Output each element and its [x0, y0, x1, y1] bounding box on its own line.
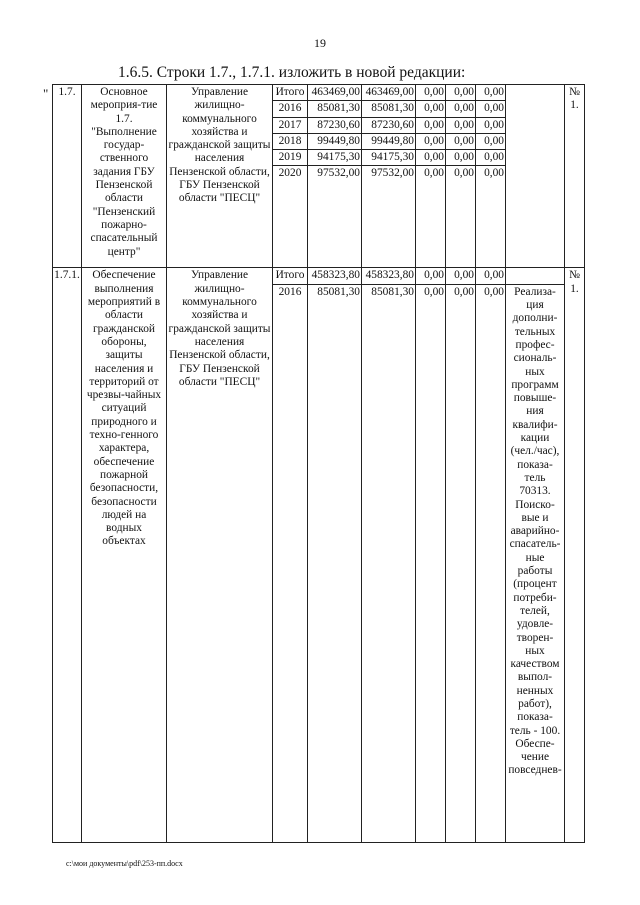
- year-cell: 2020: [273, 166, 308, 268]
- year-cell: 2016: [273, 101, 308, 117]
- indicator-line: ных: [525, 365, 545, 378]
- footer-file-path: c:\мои документы\pdf\253-пп.docx: [66, 859, 183, 868]
- indicator-line: аварийно-: [510, 525, 560, 538]
- indicator-line: сиональ-: [513, 352, 557, 365]
- amount-cell: 0,00: [446, 101, 476, 117]
- amount-cell: 0,00: [446, 166, 476, 268]
- section-heading: 1.6.5. Строки 1.7., 1.7.1. изложить в новой редакции:: [118, 64, 466, 81]
- amount-cell: 0,00: [446, 268, 476, 284]
- table-row: [53, 268, 585, 284]
- budget-cell: 85081,30: [362, 101, 416, 117]
- indicator-line: работ),: [518, 697, 552, 710]
- indicator-line: творен-: [516, 631, 554, 644]
- total-cell: 85081,30: [308, 101, 362, 117]
- amount-cell: 0,00: [416, 166, 446, 268]
- indicator-line: ненных: [516, 684, 554, 697]
- amount-cell: 0,00: [476, 284, 506, 842]
- indicator-line: показа-: [517, 458, 553, 471]
- indicator-line: квалифи-: [512, 418, 558, 431]
- indicator-line: качеством: [510, 658, 560, 671]
- indicator-line: кации: [520, 432, 550, 445]
- amount-cell: 0,00: [446, 133, 476, 149]
- indicator-cell: [506, 268, 565, 284]
- total-cell: 463469,00: [308, 85, 362, 101]
- amount-cell: 0,00: [476, 268, 506, 284]
- budget-cell: 99449,80: [362, 133, 416, 149]
- activity-name: Обеспечение выполнения мероприятий в области гражданской обороны, защиты населения и территорий от чрезвы-чайных ситуаций природного и техно-генного характера, обеспечение пожарной безопасности, безопасности людей на водных объектах: [82, 268, 167, 842]
- opening-quote-mark: ": [43, 86, 49, 101]
- amount-cell: 0,00: [476, 101, 506, 117]
- reference-number: 1.: [570, 99, 579, 112]
- indicator-line: работы: [517, 565, 553, 578]
- amount-cell: 0,00: [446, 85, 476, 101]
- reference-number: 1.: [570, 282, 579, 295]
- year-cell: 2017: [273, 117, 308, 133]
- indicator-line: выпол-: [517, 671, 553, 684]
- amount-cell: 0,00: [416, 268, 446, 284]
- amount-cell: 0,00: [446, 150, 476, 166]
- table-row: [53, 85, 585, 101]
- page-number: 19: [314, 36, 326, 50]
- indicator-line: (чел./час),: [510, 445, 560, 458]
- indicator-line: показа-: [517, 711, 553, 724]
- indicator-line: вые и: [521, 511, 549, 524]
- amount-cell: 0,00: [476, 166, 506, 268]
- indicator-line: Обеспе-: [515, 737, 555, 750]
- year-cell: 2019: [273, 150, 308, 166]
- indicator-line: телей,: [520, 604, 550, 617]
- amount-cell: 0,00: [416, 85, 446, 101]
- executor: Управление жилищно-коммунального хозяйства и гражданской защиты населения Пензенской области, ГБУ Пензенской области "ПЕСЦ": [167, 85, 273, 268]
- amount-cell: 0,00: [476, 133, 506, 149]
- reference-number-sign: №: [569, 269, 580, 282]
- indicator-cell: [506, 284, 565, 842]
- reference-number-sign: №: [569, 86, 580, 98]
- budget-cell: 463469,00: [362, 85, 416, 101]
- indicator-line: (процент: [513, 578, 557, 591]
- indicator-line: тель: [524, 471, 546, 484]
- indicator-line: ных: [525, 644, 545, 657]
- amount-cell: 0,00: [446, 117, 476, 133]
- indicator-line: 70313.: [519, 485, 551, 498]
- indicator-line: дополни-: [512, 312, 558, 325]
- program-table: [52, 84, 585, 843]
- budget-cell: 97532,00: [362, 166, 416, 268]
- budget-cell: 94175,30: [362, 150, 416, 166]
- budget-cell: 87230,60: [362, 117, 416, 133]
- indicator-line: ные: [525, 551, 545, 564]
- year-cell: Итого: [273, 85, 308, 101]
- amount-cell: 0,00: [416, 150, 446, 166]
- indicator-line: спасатель-: [509, 538, 561, 551]
- year-cell: 2016: [273, 284, 308, 842]
- row-number: 1.7.: [53, 85, 82, 268]
- amount-cell: 0,00: [476, 85, 506, 101]
- total-cell: 458323,80: [308, 268, 362, 284]
- amount-cell: 0,00: [416, 101, 446, 117]
- amount-cell: 0,00: [476, 117, 506, 133]
- indicator-line: потреби-: [513, 591, 557, 604]
- amount-cell: 0,00: [476, 150, 506, 166]
- total-cell: 97532,00: [308, 166, 362, 268]
- total-cell: 99449,80: [308, 133, 362, 149]
- indicator-line: тель - 100.: [509, 724, 561, 737]
- indicator-line: повседнев-: [508, 764, 562, 777]
- amount-cell: 0,00: [416, 133, 446, 149]
- indicator-line: чение: [520, 751, 550, 764]
- indicator-line: программ: [511, 378, 559, 391]
- total-cell: 94175,30: [308, 150, 362, 166]
- indicator-line: удовле-: [516, 618, 554, 631]
- indicator-line: ния: [526, 405, 544, 418]
- indicator-cell: [506, 85, 565, 268]
- total-cell: 85081,30: [308, 284, 362, 842]
- year-cell: 2018: [273, 133, 308, 149]
- reference-cell: [565, 268, 585, 842]
- activity-name: Основное мероприя-тие 1.7. "Выполнение государ-ственного задания ГБУ Пензенской области "Пензенский пожарно-спасательный центр": [82, 85, 167, 268]
- amount-cell: 0,00: [446, 284, 476, 842]
- indicator-line: Реализа-: [514, 285, 556, 298]
- indicator-line: ция: [526, 299, 544, 312]
- row-number: 1.7.1.: [53, 268, 82, 842]
- budget-cell: 85081,30: [362, 284, 416, 842]
- year-cell: Итого: [273, 268, 308, 284]
- total-cell: 87230,60: [308, 117, 362, 133]
- reference-cell: [565, 85, 585, 268]
- indicator-line: профес-: [515, 338, 555, 351]
- executor: Управление жилищно-коммунального хозяйства и гражданской защиты населения Пензенской области, ГБУ Пензенской области "ПЕСЦ": [167, 268, 273, 842]
- indicator-line: тельных: [514, 325, 556, 338]
- indicator-line: Поиско-: [515, 498, 555, 511]
- amount-cell: 0,00: [416, 117, 446, 133]
- amount-cell: 0,00: [416, 284, 446, 842]
- budget-cell: 458323,80: [362, 268, 416, 284]
- indicator-line: повыше-: [513, 392, 557, 405]
